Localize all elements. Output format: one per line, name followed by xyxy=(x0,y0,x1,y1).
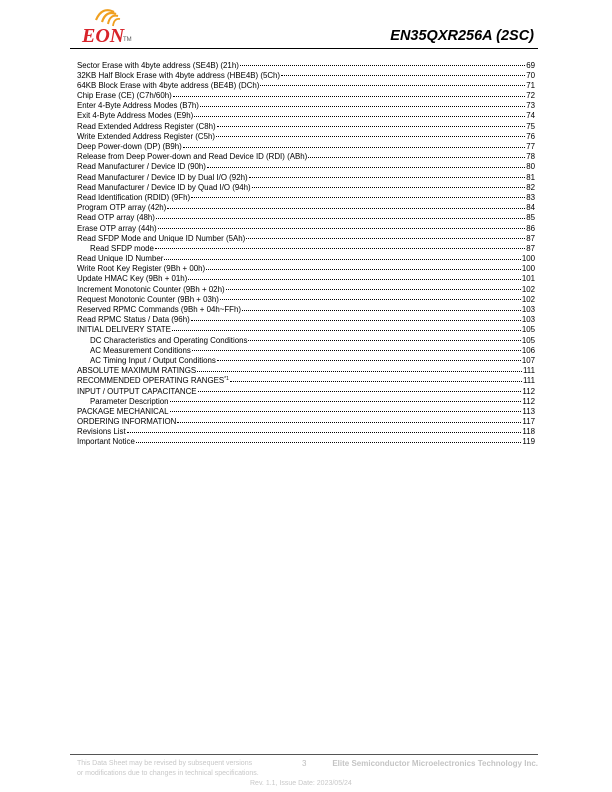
dot-leader xyxy=(136,435,522,444)
toc-entry-title xyxy=(77,213,155,223)
toc-entry[interactable] xyxy=(77,99,535,109)
toc-entry-title-text: Read SFDP mode xyxy=(90,243,154,253)
toc-entry-title-text: Read Extended Address Register (C8h) xyxy=(77,121,216,131)
toc-entry-page: 100 xyxy=(521,264,535,274)
toc-entry[interactable] xyxy=(77,374,535,384)
toc-entry-title-text: INPUT / OUTPUT CAPACITANCE xyxy=(77,386,197,396)
toc-entry-page: 84 xyxy=(526,203,535,213)
toc-entry[interactable] xyxy=(77,252,535,262)
toc-entry[interactable] xyxy=(77,160,535,170)
toc-entry-title-text: Sector Erase with 4byte address (SE4B) (21h) xyxy=(77,60,239,70)
dot-leader xyxy=(156,211,525,220)
dot-leader xyxy=(170,395,522,404)
dot-leader xyxy=(127,425,522,434)
toc-entry-page: 87 xyxy=(526,233,535,243)
toc-entry[interactable] xyxy=(77,191,535,201)
toc-entry[interactable] xyxy=(77,395,535,405)
dot-leader xyxy=(197,364,522,373)
toc-entry-title-text: Program OTP array (42h) xyxy=(77,203,167,213)
toc-entry-page: 76 xyxy=(526,131,535,141)
toc-entry-title xyxy=(77,285,225,295)
table-of-contents xyxy=(77,59,535,446)
toc-entry-title xyxy=(77,325,171,335)
toc-entry-title-text: ORDERING INFORMATION xyxy=(77,417,177,427)
dot-leader xyxy=(167,201,525,210)
toc-entry-page: 102 xyxy=(521,284,535,294)
dot-leader xyxy=(173,89,525,98)
toc-entry-title-text: Request Monotonic Counter (9Bh + 03h) xyxy=(77,294,219,304)
dot-leader xyxy=(308,150,525,159)
toc-entry-title-text: Release from Deep Power-down and Read Device ID (RDI) (ABh) xyxy=(77,152,308,162)
toc-entry-title-text: Important Notice xyxy=(77,437,135,447)
toc-entry-title-text: Chip Erase (CE) (C7h/60h) xyxy=(77,91,172,101)
toc-entry-page: 87 xyxy=(526,243,535,253)
toc-entry-page: 117 xyxy=(522,417,535,427)
toc-entry-title xyxy=(77,437,135,447)
dot-leader xyxy=(158,222,526,231)
toc-entry-page: 86 xyxy=(526,223,535,233)
footer-disclaimer-line2: or modifications due to changes in technical specifications. xyxy=(77,770,259,777)
toc-entry-title-text: Read SFDP Mode and Unique ID Number (5Ah) xyxy=(77,233,246,243)
toc-entry-title-text: Exit 4-Byte Address Modes (E9h) xyxy=(77,111,194,121)
toc-entry-title-text: AC Timing Input / Output Conditions xyxy=(90,355,216,365)
toc-entry-page: 80 xyxy=(526,162,535,172)
toc-entry[interactable] xyxy=(77,181,535,191)
toc-entry-page: 111 xyxy=(523,376,535,386)
dot-leader xyxy=(248,334,520,343)
dot-leader xyxy=(242,303,521,312)
dot-leader xyxy=(155,242,525,251)
dot-leader xyxy=(260,79,525,88)
footer-divider xyxy=(70,754,538,755)
toc-entry-title xyxy=(77,203,166,213)
toc-entry-page: 77 xyxy=(526,142,535,151)
toc-entry-title-text: Deep Power-down (DP) (B9h) xyxy=(77,142,182,151)
toc-entry-title-text: Read Manufacturer / Device ID by Quad I/O (94h) xyxy=(77,182,251,192)
toc-entry-title-text: Write Root Key Register (9Bh + 00h) xyxy=(77,264,206,274)
document-title: EN35QXR256A (2SC) xyxy=(390,28,534,44)
toc-entry-title-text: Parameter Description xyxy=(90,396,169,406)
dot-leader xyxy=(198,385,522,394)
toc-entry[interactable] xyxy=(77,171,535,181)
toc-entry[interactable] xyxy=(77,211,535,221)
footer-disclaimer-line1: This Data Sheet may be revised by subsequent versions xyxy=(77,760,253,767)
toc-entry-page: 113 xyxy=(522,406,535,416)
toc-entry-page: 85 xyxy=(526,213,535,223)
toc-entry-title xyxy=(77,91,172,101)
toc-entry-title-text: ABSOLUTE MAXIMUM RATINGS xyxy=(77,366,197,376)
page-header xyxy=(70,0,538,49)
revision-info: Rev. 1.1, Issue Date: 2023/05/24 xyxy=(250,780,352,787)
toc-entry-title-text: DC Characteristics and Operating Conditions xyxy=(90,335,248,345)
dot-leader xyxy=(217,120,526,129)
trademark-mark: TM xyxy=(123,37,132,43)
toc-entry-title-text: Read Manufacturer / Device ID by Dual I/O (92h) xyxy=(77,172,248,182)
toc-entry-title xyxy=(77,407,169,417)
toc-entry-page: 73 xyxy=(526,101,535,111)
toc-entry[interactable] xyxy=(77,415,535,425)
toc-entry-title-text: PACKAGE MECHANICAL xyxy=(77,406,169,416)
toc-entry-title-text: Read RPMC Status / Data (96h) xyxy=(77,315,190,325)
toc-entry[interactable] xyxy=(77,150,535,160)
dot-leader xyxy=(183,140,525,149)
toc-entry[interactable] xyxy=(77,232,535,242)
toc-entry[interactable] xyxy=(77,354,535,364)
toc-entry-title xyxy=(77,122,216,132)
dot-leader xyxy=(177,415,521,424)
eon-logo xyxy=(80,8,150,48)
toc-entry-title-text: Reserved RPMC Commands (9Bh + 04h~FFh) xyxy=(77,305,242,314)
toc-entry-title xyxy=(90,244,154,254)
toc-entry-page: 78 xyxy=(526,152,535,162)
toc-entry-title-text: Erase OTP array (44h) xyxy=(77,223,157,233)
toc-entry-title-text: AC Measurement Conditions xyxy=(90,345,191,355)
toc-entry-page: 72 xyxy=(526,91,535,101)
toc-entry-title-text: 64KB Block Erase with 4byte address (BE4B) (DCh) xyxy=(77,80,260,90)
toc-entry-title xyxy=(90,346,191,356)
toc-entry[interactable] xyxy=(77,385,535,395)
dot-leader xyxy=(200,99,525,108)
toc-entry-title xyxy=(77,173,248,183)
toc-entry-page: 69 xyxy=(526,60,535,70)
toc-entry-title-text: INITIAL DELIVERY STATE xyxy=(77,325,171,335)
toc-entry[interactable] xyxy=(77,222,535,232)
toc-entry[interactable] xyxy=(77,140,535,150)
toc-entry-page: 71 xyxy=(526,80,535,90)
toc-entry-title xyxy=(77,101,199,111)
toc-entry[interactable] xyxy=(77,109,535,119)
toc-entry-title xyxy=(77,224,157,234)
toc-entry[interactable] xyxy=(77,79,535,89)
toc-entry-title-text: RECOMMENDED OPERATING RANGES xyxy=(77,376,225,386)
toc-entry[interactable] xyxy=(77,120,535,130)
page-number: 3 xyxy=(302,759,307,768)
dot-leader xyxy=(281,69,525,78)
dot-leader xyxy=(249,171,526,180)
toc-entry[interactable] xyxy=(77,201,535,211)
toc-entry[interactable] xyxy=(77,435,535,445)
dot-leader xyxy=(191,313,521,322)
footer-disclaimer xyxy=(77,759,259,779)
sun-rays-icon xyxy=(96,10,120,26)
toc-entry-page: 74 xyxy=(526,111,535,121)
toc-entry-page: 112 xyxy=(522,386,535,396)
toc-entry-page: 105 xyxy=(521,335,535,345)
dot-leader xyxy=(220,293,521,302)
company-name: Elite Semiconductor Microelectronics Technology Inc. xyxy=(332,759,538,768)
toc-entry[interactable] xyxy=(77,272,535,282)
dot-leader xyxy=(230,374,522,383)
toc-entry-title xyxy=(77,71,280,81)
toc-entry-page: 118 xyxy=(522,427,535,437)
toc-entry-title xyxy=(77,162,206,172)
toc-entry[interactable] xyxy=(77,303,535,313)
toc-entry-title-text: Read OTP array (48h) xyxy=(77,213,155,223)
dot-leader xyxy=(192,344,521,353)
dot-leader xyxy=(252,181,526,190)
toc-entry-title xyxy=(77,427,126,437)
toc-entry[interactable] xyxy=(77,364,535,374)
toc-entry-page: 106 xyxy=(521,345,535,355)
toc-entry-page: 103 xyxy=(521,305,535,314)
toc-entry-title-text: Read Identification (RDID) (9Fh) xyxy=(77,192,191,202)
toc-entry-title-text: Read Unique ID Number xyxy=(77,254,164,264)
toc-entry-page: 70 xyxy=(526,70,535,80)
dot-leader xyxy=(226,283,521,292)
toc-entry-page: 105 xyxy=(521,325,535,335)
toc-entry-title-text: Read Manufacturer / Device ID (90h) xyxy=(77,162,206,172)
toc-entry-page: 75 xyxy=(526,121,535,131)
toc-entry-title-text: Revisions List xyxy=(77,427,126,437)
toc-entry[interactable] xyxy=(77,130,535,140)
toc-entry-title xyxy=(77,274,187,284)
toc-entry-title xyxy=(77,142,182,152)
dot-leader xyxy=(240,59,525,68)
toc-entry-page: 112 xyxy=(522,396,535,406)
toc-entry[interactable] xyxy=(77,69,535,79)
dot-leader xyxy=(246,232,525,241)
toc-entry[interactable] xyxy=(77,283,535,293)
toc-entry-title xyxy=(77,295,219,305)
toc-entry-title-text: Update HMAC Key (9Bh + 01h) xyxy=(77,274,188,284)
toc-entry-page: 102 xyxy=(521,294,535,304)
toc-entry-title xyxy=(77,264,205,274)
header-divider xyxy=(70,48,538,49)
dot-leader xyxy=(172,323,521,332)
toc-entry[interactable] xyxy=(77,313,535,323)
toc-entry-title xyxy=(77,254,163,264)
toc-entry[interactable] xyxy=(77,405,535,415)
toc-entry-title-text: Write Extended Address Register (C5h) xyxy=(77,131,216,141)
toc-entry-page: 119 xyxy=(522,437,535,447)
dot-leader xyxy=(164,252,520,261)
dot-leader xyxy=(217,354,521,363)
footnote-marker: *1 xyxy=(224,376,229,383)
logo-wordmark: EON xyxy=(82,25,125,47)
dot-leader xyxy=(188,272,521,281)
toc-entry-title xyxy=(90,397,169,407)
toc-entry-page: 82 xyxy=(526,182,535,192)
toc-entry-page: 111 xyxy=(523,366,535,376)
dot-leader xyxy=(194,109,525,118)
dot-leader xyxy=(216,130,525,139)
toc-entry[interactable] xyxy=(77,344,535,354)
dot-leader xyxy=(170,405,522,414)
toc-entry[interactable] xyxy=(77,425,535,435)
toc-entry-page: 107 xyxy=(521,355,535,365)
toc-entry-title-text: Increment Monotonic Counter (9Bh + 02h) xyxy=(77,284,225,294)
dot-leader xyxy=(206,262,521,271)
toc-entry[interactable] xyxy=(77,242,535,252)
toc-entry[interactable] xyxy=(77,59,535,69)
toc-entry-title-text: 32KB Half Block Erase with 4byte address (HBE4B) (5Ch) xyxy=(77,70,281,80)
toc-entry-page: 81 xyxy=(526,172,535,182)
toc-entry[interactable] xyxy=(77,323,535,333)
toc-entry-page: 83 xyxy=(526,192,535,202)
toc-entry[interactable] xyxy=(77,334,535,344)
toc-entry-title xyxy=(77,61,239,71)
toc-entry-page: 101 xyxy=(521,274,535,284)
toc-entry-page: 103 xyxy=(521,315,535,325)
dot-leader xyxy=(191,191,525,200)
toc-entry[interactable] xyxy=(77,262,535,272)
dot-leader xyxy=(207,160,525,169)
toc-entry[interactable] xyxy=(77,89,535,99)
toc-entry-title xyxy=(77,111,193,121)
toc-entry-title-text: Enter 4-Byte Address Modes (B7h) xyxy=(77,101,199,111)
toc-entry[interactable] xyxy=(77,293,535,303)
toc-entry-page: 100 xyxy=(521,254,535,264)
